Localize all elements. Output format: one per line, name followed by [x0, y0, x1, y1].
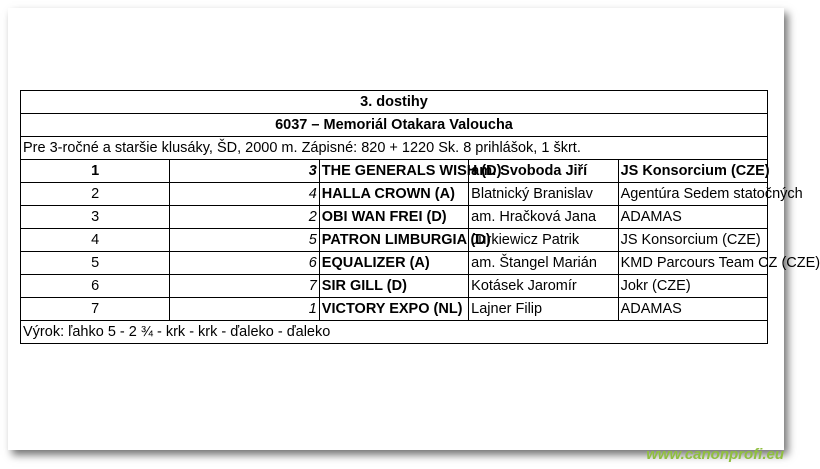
table-row	[21, 183, 768, 206]
start-number: 7	[170, 275, 319, 298]
race-conditions: Pre 3-ročné a staršie klusáky, ŠD, 2000 m. Zápisné: 820 + 1220 Sk. 8 prihlášok, 1 škrt.	[21, 137, 768, 160]
race-conditions-row	[21, 137, 768, 160]
result-position: 4	[21, 229, 170, 252]
table-row	[21, 275, 768, 298]
horse-name: HALLA CROWN (A)	[319, 183, 468, 206]
driver-name: Blatnický Branislav	[469, 183, 618, 206]
start-number: 3	[170, 160, 319, 183]
result-position: 2	[21, 183, 170, 206]
driver-name: am. Svoboda Jiří	[469, 160, 618, 183]
result-position: 1	[21, 160, 170, 183]
driver-name: Jurkiewicz Patrik	[469, 229, 618, 252]
start-number: 6	[170, 252, 319, 275]
table-row	[21, 206, 768, 229]
driver-name: Kotásek Jaromír	[469, 275, 618, 298]
owner-name: ADAMAS	[618, 206, 767, 229]
start-number: 2	[170, 206, 319, 229]
start-number: 5	[170, 229, 319, 252]
horse-name: PATRON LIMBURGIA (D)	[319, 229, 468, 252]
driver-name: Lajner Filip	[469, 298, 618, 321]
owner-name: JS Konsorcium (CZE)	[618, 229, 767, 252]
horse-name: VICTORY EXPO (NL)	[319, 298, 468, 321]
race-results-table	[20, 90, 820, 344]
result-position: 6	[21, 275, 170, 298]
start-number: 1	[170, 298, 319, 321]
table-row	[21, 252, 768, 275]
driver-name: am. Hračková Jana	[469, 206, 618, 229]
owner-name: KMD Parcours Team CZ (CZE)	[618, 252, 767, 275]
owner-name: Jokr (CZE)	[618, 275, 767, 298]
race-subtitle: 6037 – Memoriál Otakara Valoucha	[21, 114, 768, 137]
owner-name: ADAMAS	[618, 298, 767, 321]
owner-name: JS Konsorcium (CZE)	[618, 160, 767, 183]
race-heading-row	[21, 91, 768, 114]
race-verdict: Výrok: ľahko 5 - 2 ¾ - krk - krk - ďaleko - ďaleko	[21, 321, 768, 344]
driver-name: am. Štangel Marián	[469, 252, 618, 275]
result-position: 5	[21, 252, 170, 275]
horse-name: THE GENERALS WISH (D)	[319, 160, 468, 183]
start-number: 4	[170, 183, 319, 206]
table-row	[21, 160, 768, 183]
race-subtitle-row	[21, 114, 768, 137]
table-row	[21, 229, 768, 252]
result-position: 3	[21, 206, 170, 229]
race-heading: 3. dostihy	[21, 91, 768, 114]
horse-name: OBI WAN FREI (D)	[319, 206, 468, 229]
watermark: www.canonprofi.eu	[646, 446, 784, 463]
table-row	[21, 298, 768, 321]
owner-name: Agentúra Sedem statočných	[618, 183, 767, 206]
verdict-row	[21, 321, 768, 344]
horse-name: EQUALIZER (A)	[319, 252, 468, 275]
result-position: 7	[21, 298, 170, 321]
horse-name: SIR GILL (D)	[319, 275, 468, 298]
